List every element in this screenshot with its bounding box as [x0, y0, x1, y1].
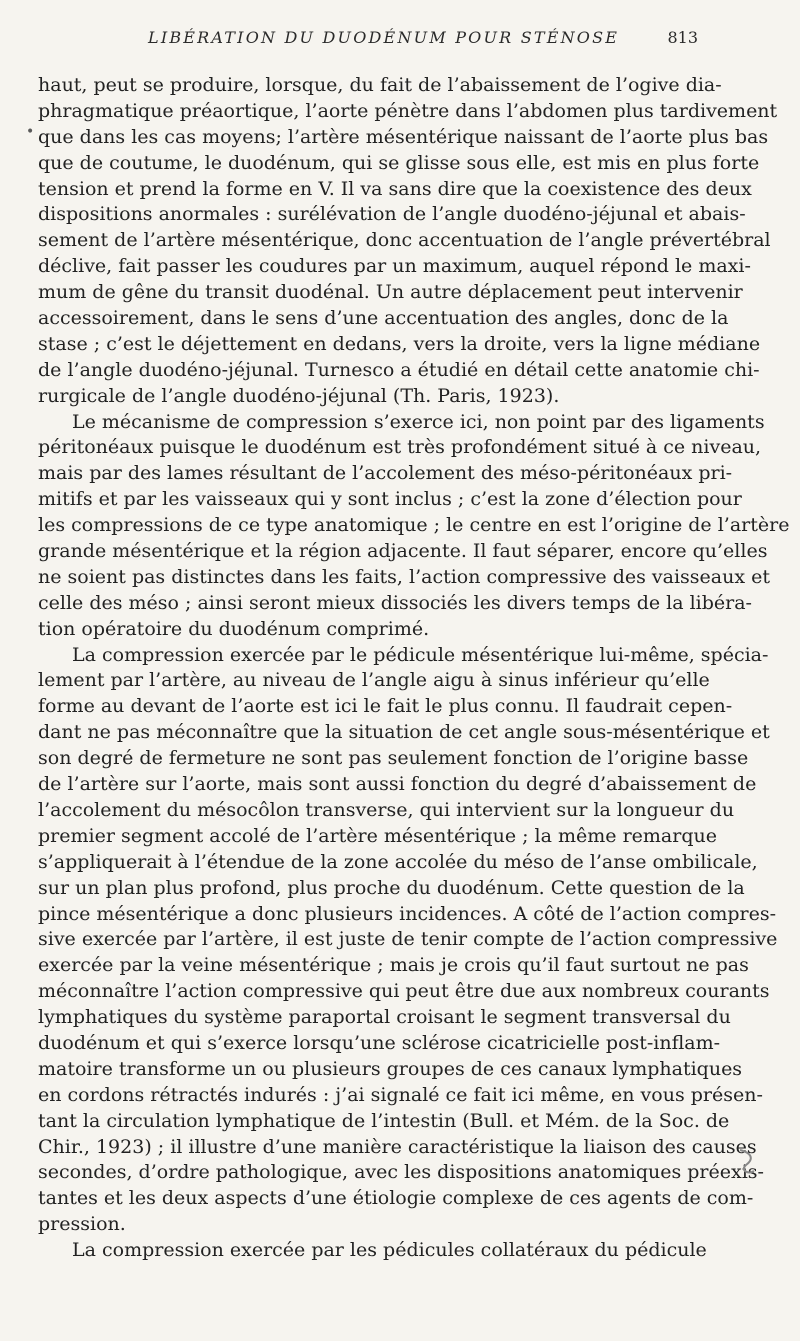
text-line: pince mésentérique a donc plusieurs incidences. A côté de l’action compres-	[38, 902, 777, 925]
text-line: stase ; c’est le déjettement en dedans, vers la droite, vers la ligne médiane	[38, 332, 761, 355]
text-line: mitifs et par les vaisseaux qui y sont inclus ; c’est la zone d’élection pour	[38, 488, 742, 511]
text-line: haut, peut se produire, lorsque, du fait de l’abaissement de l’ogive dia-	[38, 74, 722, 96]
text-line: s’appliquerait à l’étendue de la zone accolée du méso de l’anse ombilicale,	[38, 850, 758, 873]
text-line: ne soient pas distinctes dans les faits, l’action compressive des vaisseaux et	[38, 565, 770, 588]
paragraph	[38, 643, 778, 1238]
margin-scribble	[732, 1145, 762, 1185]
text-line: sement de l’artère mésentérique, donc accentuation de l’angle prévertébral	[38, 229, 771, 252]
text-line: La compression exercée par le pédicule mésentérique lui-même, spécia-	[72, 643, 769, 666]
text-line: phragmatique préaortique, l’aorte pénètre dans l’abdomen plus tardivement	[38, 99, 778, 122]
text-line: Chir., 1923) ; il illustre d’une manière caractéristique la liaison des causes	[38, 1135, 757, 1158]
margin-bullet: •	[26, 124, 35, 140]
text-line: exercée par la veine mésentérique ; mais je crois qu’il faut surtout ne pas	[38, 954, 749, 977]
text-line: forme au devant de l’aorte est ici le fait le plus connu. Il faudrait cepen-	[38, 695, 733, 718]
text-line: matoire transforme un ou plusieurs groupes de ces canaux lymphatiques	[38, 1057, 743, 1080]
text-line: dant ne pas méconnaître que la situation de cet angle sous-mésentérique et	[38, 721, 770, 744]
text-line: péritonéaux puisque le duodénum est très profondément situé à ce niveau,	[38, 436, 762, 459]
text-line: que de coutume, le duodénum, qui se glisse sous elle, est mis en plus forte	[38, 151, 760, 174]
text-line: tion opératoire du duodénum comprimé.	[38, 617, 430, 640]
running-head	[38, 28, 698, 52]
text-line: les compressions de ce type anatomique ; le centre en est l’origine de l’artère	[38, 514, 790, 537]
text-line: accessoirement, dans le sens d’une accentuation des angles, donc de la	[38, 307, 729, 330]
text-line: rurgicale de l’angle duodéno-jéjunal (Th. Paris, 1923).	[38, 384, 560, 407]
text-line: pression.	[38, 1213, 126, 1236]
text-line: lement par l’artère, au niveau de l’angle aigu à sinus inférieur qu’elle	[38, 669, 710, 692]
text-line: en cordons rétractés indurés : j’ai signalé ce fait ici même, en vous présen-	[38, 1083, 763, 1106]
text-line: méconnaître l’action compressive qui peut être due aux nombreux courants	[38, 980, 770, 1003]
text-line: sive exercée par l’artère, il est juste de tenir compte de l’action compressive	[38, 928, 778, 951]
text-line: de l’angle duodéno-jéjunal. Turnesco a étudié en détail cette anatomie chi-	[38, 358, 760, 381]
text-line: premier segment accolé de l’artère mésentérique ; la même remarque	[38, 824, 717, 847]
text-line: dispositions anormales : surélévation de l’angle duodéno-jéjunal et abais-	[38, 203, 746, 226]
text-line: l’accolement du mésocôlon transverse, qui intervient sur la longueur du	[38, 798, 735, 821]
text-line: La compression exercée par les pédicules collatéraux du pédicule	[72, 1239, 707, 1262]
text-line: celle des méso ; ainsi seront mieux dissociés les divers temps de la libéra-	[38, 591, 752, 614]
text-line: tantes et les deux aspects d’une étiologie complexe de ces agents de com-	[38, 1187, 754, 1210]
text-line: son degré de fermeture ne sont pas seulement fonction de l’origine basse	[38, 747, 749, 770]
text-line: tant la circulation lymphatique de l’intestin (Bull. et Mém. de la Soc. de	[38, 1109, 730, 1132]
paragraph	[38, 1238, 707, 1264]
text-line: mais par des lames résultant de l’accolement des méso-péritonéaux pri-	[38, 462, 733, 485]
text-line: sur un plan plus profond, plus proche du duodénum. Cette question de la	[38, 876, 745, 899]
text-line: tension et prend la forme en V. Il va sans dire que la coexistence des deux	[38, 177, 752, 200]
text-line: Le mécanisme de compression s’exerce ici, non point par des ligaments	[72, 410, 765, 433]
text-line: duodénum et qui s’exerce lorsqu’une sclérose cicatricielle post-inflam-	[38, 1031, 721, 1054]
page-number: 813	[667, 28, 698, 47]
paragraph	[38, 410, 790, 643]
text-line: que dans les cas moyens; l’artère mésentérique naissant de l’aorte plus bas	[38, 125, 769, 148]
text-line: déclive, fait passer les coudures par un maximum, auquel répond le maxi-	[38, 255, 751, 278]
paragraph	[38, 73, 778, 410]
text-line: de l’artère sur l’aorte, mais sont aussi fonction du degré d’abaissement de	[38, 773, 757, 796]
text-line: secondes, d’ordre pathologique, avec les dispositions anatomiques préexis-	[38, 1161, 764, 1184]
text-line: lymphatiques du système paraportal croisant le segment transversal du	[38, 1006, 731, 1029]
running-title: LIBÉRATION DU DUODÉNUM POUR STÉNOSE	[148, 28, 620, 47]
text-line: grande mésentérique et la région adjacente. Il faut séparer, encore qu’elles	[38, 540, 768, 563]
text-line: mum de gêne du transit duodénal. Un autre déplacement peut intervenir	[38, 281, 743, 304]
body-text	[38, 73, 790, 1264]
